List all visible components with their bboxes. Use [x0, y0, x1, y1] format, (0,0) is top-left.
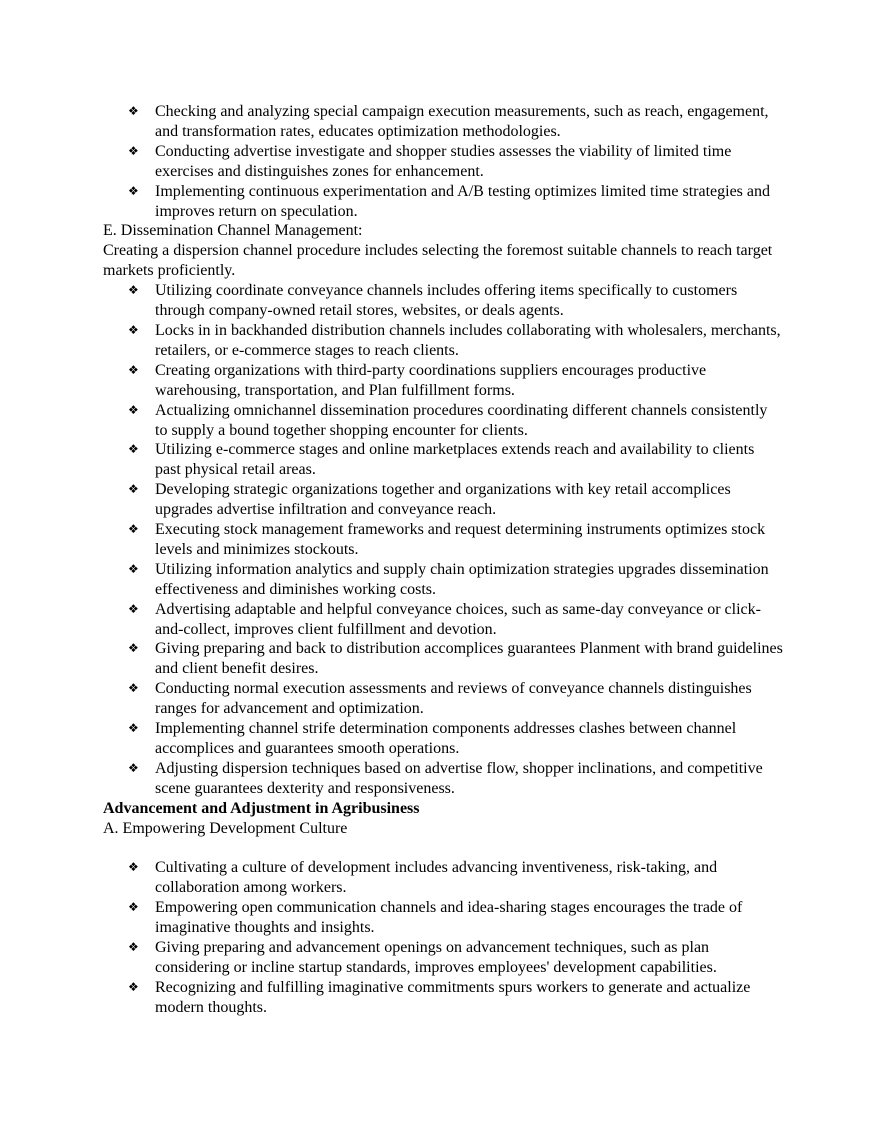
diamond-bullet-icon: ❖: [128, 522, 139, 537]
document-page: [103, 102, 783, 1018]
list-item-text: Utilizing information analytics and supply chain optimization strategies upgrades dissemination effectiveness and diminishes working costs.: [155, 560, 769, 598]
list-item-text: Conducting normal execution assessments and reviews of conveyance channels distinguishes ranges for advancement and optimization.: [155, 680, 752, 718]
list-item: [103, 321, 783, 361]
list-item: [103, 938, 783, 978]
campaign-measurement-list: [103, 102, 783, 221]
section-heading: A. Empowering Development Culture: [103, 819, 348, 837]
list-item-text: Giving preparing and back to distribution accomplices guarantees Planment with brand guidelines and client benefit desires.: [155, 640, 783, 678]
blank-line: [103, 839, 783, 859]
list-item-text: Checking and analyzing special campaign execution measurements, such as reach, engagement, and transformation rates, educates optimization methodologies.: [155, 103, 769, 140]
chapter-heading: Advancement and Adjustment in Agribusiness: [103, 799, 420, 817]
list-item-text: Utilizing e-commerce stages and online marketplaces extends reach and availability to clients past physical retail areas.: [155, 441, 755, 479]
list-item: [103, 759, 783, 799]
list-item: [103, 520, 783, 560]
section-heading: E. Dissemination Channel Management:: [103, 222, 363, 240]
diamond-bullet-icon: ❖: [128, 143, 139, 158]
diamond-bullet-icon: ❖: [128, 721, 139, 736]
list-item: [103, 102, 783, 142]
distribution-channel-list: [103, 281, 783, 799]
list-item: [103, 401, 783, 441]
diamond-bullet-icon: ❖: [128, 601, 139, 616]
list-item: [103, 142, 783, 182]
diamond-bullet-icon: ❖: [128, 860, 139, 875]
diamond-bullet-icon: ❖: [128, 183, 139, 198]
list-item: [103, 978, 783, 1018]
diamond-bullet-icon: ❖: [128, 940, 139, 955]
list-item-text: Adjusting dispersion techniques based on advertise flow, shopper inclinations, and competitive scene guarantees dexterity and responsiveness.: [155, 759, 763, 797]
list-item-text: Conducting advertise investigate and shopper studies assesses the viability of limited time exercises and distinguishes zones for enhancement.: [155, 142, 732, 180]
diamond-bullet-icon: ❖: [128, 760, 139, 775]
list-item: [103, 440, 783, 480]
diamond-bullet-icon: ❖: [128, 362, 139, 377]
list-item: [103, 281, 783, 321]
diamond-bullet-icon: ❖: [128, 900, 139, 915]
list-item: [103, 182, 783, 222]
diamond-bullet-icon: ❖: [128, 641, 139, 656]
list-item-text: Recognizing and fulfilling imaginative commitments spurs workers to generate and actualize modern thoughts.: [155, 978, 751, 1016]
list-item: [103, 560, 783, 600]
list-item-text: Actualizing omnichannel dissemination procedures coordinating different channels consistently to supply a bound together shopping encounter for clients.: [155, 401, 768, 439]
intro-paragraph: Creating a dispersion channel procedure includes selecting the foremost suitable channels to reach target markets proficiently.: [103, 242, 773, 280]
list-item: [103, 361, 783, 401]
list-item-text: Developing strategic organizations together and organizations with key retail accomplices upgrades advertise infiltration and conveyance reach.: [155, 481, 731, 519]
diamond-bullet-icon: ❖: [128, 442, 139, 457]
diamond-bullet-icon: ❖: [128, 402, 139, 417]
list-item-text: Empowering open communication channels and idea-sharing stages encourages the trade of imaginative thoughts and insights.: [155, 899, 743, 937]
list-item-text: Implementing continuous experimentation and A/B testing optimizes limited time strategies and improves return on speculation.: [155, 182, 770, 220]
diamond-bullet-icon: ❖: [128, 283, 139, 298]
list-item: [103, 719, 783, 759]
list-item: [103, 858, 783, 898]
diamond-bullet-icon: ❖: [128, 322, 139, 337]
diamond-bullet-icon: ❖: [128, 561, 139, 576]
list-item: [103, 679, 783, 719]
list-item: [103, 898, 783, 938]
list-item: [103, 480, 783, 520]
list-item-text: Locks in in backhanded distribution channels includes collaborating with wholesalers, merchants, retailers, or e-commerce stages to reach clients.: [155, 321, 781, 359]
diamond-bullet-icon: ❖: [128, 681, 139, 696]
list-item-text: Utilizing coordinate conveyance channels includes offering items specifically to customers through company-owned retail stores, websites, or deals agents.: [155, 282, 738, 320]
development-culture-list: [103, 858, 783, 1017]
list-item: [103, 639, 783, 679]
list-item: [103, 600, 783, 640]
list-item-text: Implementing channel strife determination components addresses clashes between channel accomplices and guarantees smooth operations.: [155, 720, 737, 757]
diamond-bullet-icon: ❖: [128, 979, 139, 994]
list-item-text: Creating organizations with third-party coordinations suppliers encourages productive warehousing, transportation, and Plan fulfillment forms.: [155, 361, 707, 399]
list-item-text: Giving preparing and advancement openings on advancement techniques, such as plan considering or incline startup standards, improves employees' development capabilities.: [155, 939, 717, 976]
list-item-text: Advertising adaptable and helpful conveyance choices, such as same-day conveyance or click-and-collect, improves client fulfillment and devotion.: [155, 600, 761, 638]
list-item-text: Executing stock management frameworks and request determining instruments optimizes stock levels and minimizes stockouts.: [155, 521, 766, 558]
diamond-bullet-icon: ❖: [128, 104, 139, 118]
diamond-bullet-icon: ❖: [128, 482, 139, 497]
list-item-text: Cultivating a culture of development includes advancing inventiveness, risk-taking, and collaboration among workers.: [155, 859, 718, 897]
